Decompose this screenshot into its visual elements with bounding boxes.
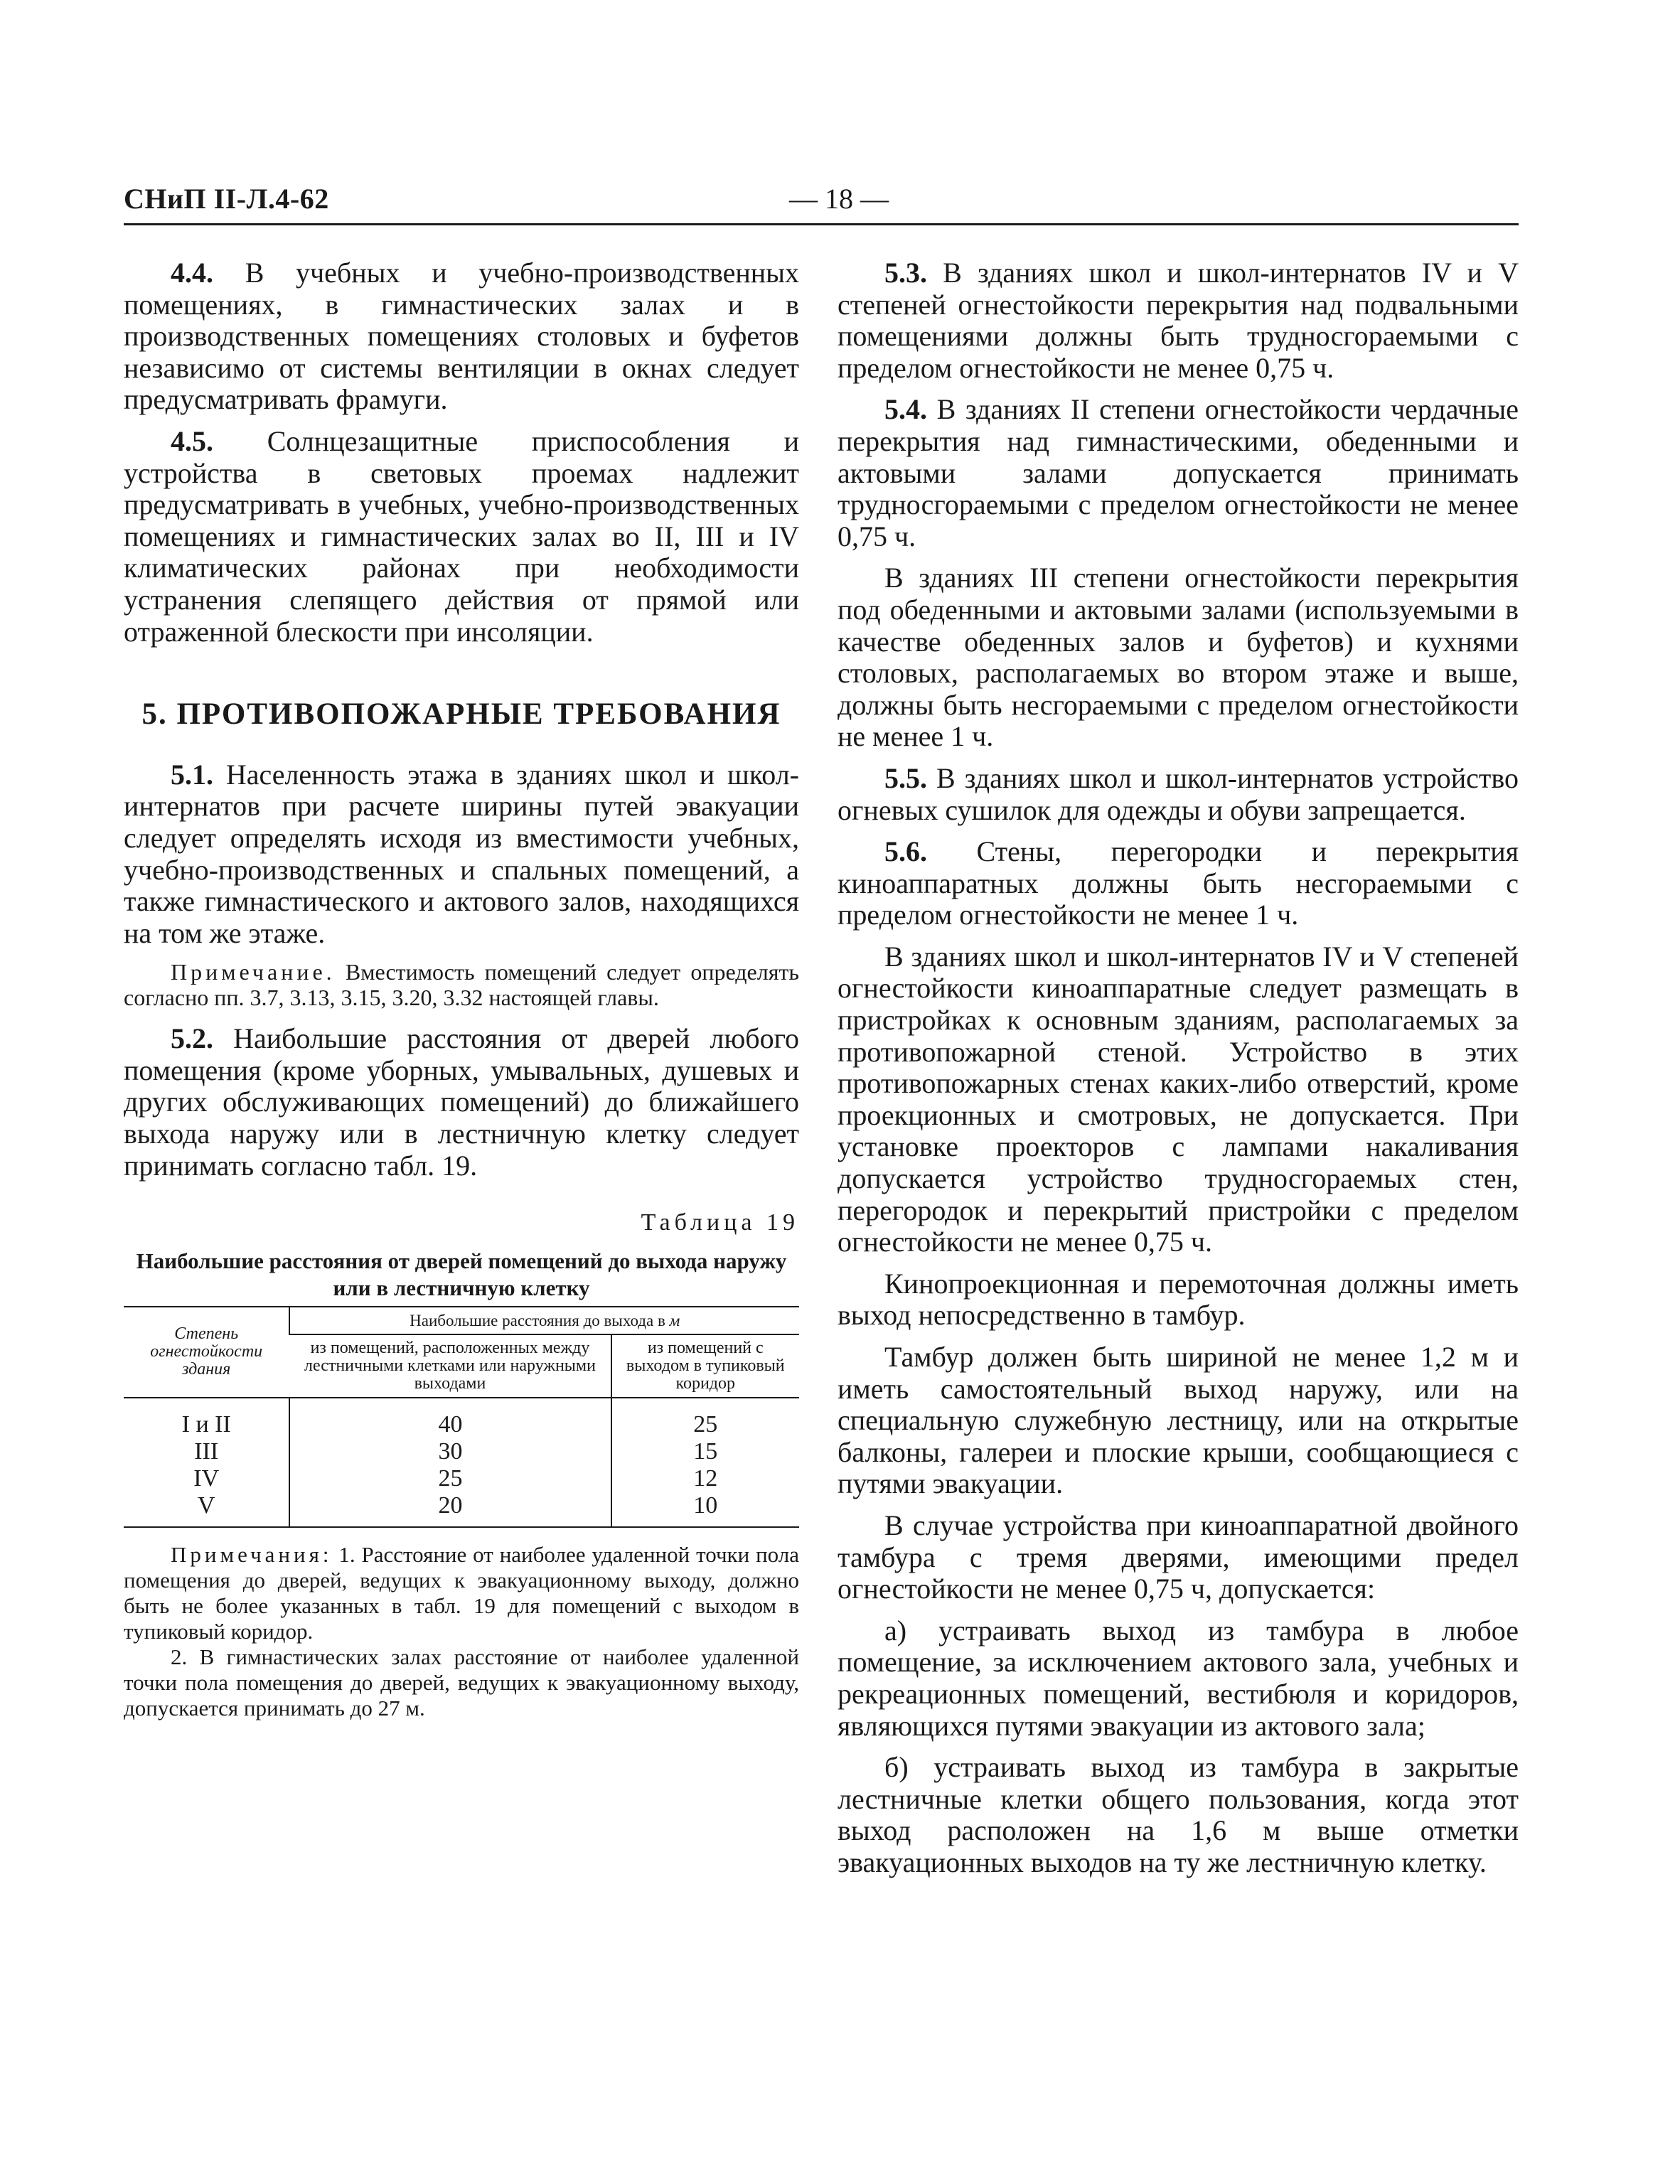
column-header-between: из помещений, расположенных между лестничными клетками или наружными выходами [289, 1334, 611, 1398]
paragraph-number: 4.4. [171, 257, 213, 289]
paragraph-number: 5.4. [884, 393, 927, 426]
paragraph-5-6 [838, 836, 1519, 931]
paragraph-number: 5.1. [171, 758, 213, 791]
paragraph-5-4-continued: В зданиях III степени огнестойкости перекрытия под обеденными и актовыми залами (используемыми в качестве обеденных залов и буфетов) и кухнями столовых, располагаемых во втором этаже и выше, должны быть несгораемыми с пределом огнестойкости не менее 1 ч. [838, 562, 1519, 753]
column-group-header: Наибольшие расстояния до выхода в м [289, 1307, 799, 1334]
paragraph-text: В зданиях школ и школ-интернатов IV и V степеней огнестойкости перекрытия над подвальными помещениями должны быть трудносгораемыми с пределом огнестойкости не менее 0,75 ч. [838, 257, 1519, 384]
table-title: Наибольшие расстояния от дверей помещений до выхода наружу или в лестничную клетку [136, 1248, 787, 1300]
paragraph-text: В зданиях II степени огнестойкости чердачные перекрытия над гимнастическими, обеденными и актовыми залами допускается принимать трудносгораемыми с пределом огнестойкости не менее 0,75 ч. [838, 393, 1519, 552]
column-header-degree: Степень огнестойкости здания [124, 1307, 289, 1398]
left-column [124, 257, 799, 1721]
paragraph-number: 5.2. [171, 1022, 213, 1055]
paragraph-number: 5.3. [884, 257, 927, 289]
paragraph-text: Населенность этажа в зданиях школ и школ-интернатов при расчете ширины путей эвакуации следует определять исходя из вместимости учебных, учебно-производственных и спальных помещений, а также гимнастического и актового залов, находящихся на том же этаже. [124, 758, 799, 949]
note-text: Вместимость помещений следует определять согласно пп. 3.7, 3.13, 3.15, 3.20, 3.32 настоящей главы. [124, 959, 800, 1011]
paragraph-text: Солнцезащитные приспособления и устройства в световых проемах надлежит предусматривать в учебных, учебно-производственных помещениях и гимнастических залах во II, III и IV климатических районах при необходимости устранения слепящего действия от прямой или отраженной блескости при инсоляции. [124, 424, 800, 648]
paragraph-text: Наибольшие расстояния от дверей любого помещения (кроме уборных, умывальных, душевых и других обслуживающих помещений) до ближайшего выхода наружу или в лестничную клетку следует принимать согласно табл. 19. [124, 1022, 800, 1182]
list-item-a: а) устраивать выход из тамбура в любое помещение, за исключением актового зала, учебных и рекреационных помещений, вестибюля и коридоров, являющихся путями эвакуации из актового зала; [838, 1614, 1519, 1742]
paragraph-5-6-b: В зданиях школ и школ-интернатов IV и V степеней огнестойкости киноаппаратные следует размещать в пристройках к основным зданиям, располагаемых за противопожарной стеной. Устройство в этих противопожарных стенах каких-либо отверстий, кроме проекционных и смотровых, не допускается. При установке проекторов с лампами накаливания допускается устройство трудносгораемых стен, перегородок и перекрытий пристройки с пределом огнестойкости не менее 0,75 ч. [838, 940, 1519, 1258]
notes-label: Примечания: [171, 1541, 333, 1567]
cell-deadend: 25 15 12 10 [611, 1398, 799, 1527]
paragraph-5-3 [838, 257, 1519, 384]
table-note-2: 2. В гимнастических залах расстояние от наиболее удаленной точки пола помещения до дверей, ведущих к эвакуационному выходу, допускается принимать до 27 м. [124, 1644, 799, 1720]
page-number: — 18 — [789, 183, 889, 215]
note-5-1 [124, 959, 799, 1010]
right-column [838, 257, 1519, 1889]
paragraph-4-4 [124, 257, 799, 416]
paragraph-number: 5.5. [884, 761, 927, 794]
cell-degree: I и II III IV V [181, 1410, 231, 1519]
paragraph-text: В учебных и учебно-производственных помещениях, в гимнастических залах и в производственных помещениях столовых и буфетов независимо от системы вентиляции в окнах следует предусматривать фрамуги. [124, 257, 800, 416]
paragraph-5-6-e: В случае устройства при киноаппаратной двойного тамбура с тремя дверями, имеющими предел огнестойкости не менее 0,75 ч, допускается: [838, 1509, 1519, 1605]
header-divider [124, 223, 1519, 225]
note-label: Примечание. [171, 959, 336, 985]
list-item-b: б) устраивать выход из тамбура в закрытые лестничные клетки общего пользования, когда этот выход расположен на 1,6 м выше отметки эвакуационных выходов на ту же лестничную клетку. [838, 1751, 1519, 1878]
paragraph-4-5 [124, 426, 799, 648]
paragraph-number: 4.5. [171, 424, 213, 457]
cell-between: 40 30 25 20 [289, 1398, 611, 1527]
section-heading: 5. ПРОТИВОПОЖАРНЫЕ ТРЕБОВАНИЯ [141, 697, 781, 732]
paragraph-5-1 [124, 759, 799, 950]
paragraph-5-5 [838, 763, 1519, 826]
table-note-1: Примечания: 1. Расстояние от наиболее удаленной точки пола помещения до дверей, ведущих к эвакуационному выходу, должно быть не более указанных в табл. 19 для помещений с выходом в тупиковый коридор. [124, 1541, 799, 1644]
paragraph-5-4 [838, 394, 1519, 552]
paragraph-5-2 [124, 1023, 799, 1182]
table-19 [124, 1306, 799, 1528]
document-code: СНиП II-Л.4-62 [124, 183, 329, 215]
paragraph-number: 5.6. [884, 835, 927, 868]
column-header-deadend: из помещений с выходом в тупиковый коридор [611, 1334, 799, 1398]
paragraph-5-6-d: Тамбур должен быть шириной не менее 1,2 м и иметь самостоятельный выход наружу, или на специальную служебную лестницу, или на открытые балконы, галереи и плоские крыши, сообщающиеся с путями эвакуации. [838, 1341, 1519, 1500]
paragraph-text: В зданиях школ и школ-интернатов устройство огневых сушилок для одежды и обуви запрещается. [838, 761, 1519, 826]
paragraph-text: Стены, перегородки и перекрытия киноаппаратных должны быть несгораемыми с пределом огнестойкости не менее 1 ч. [838, 835, 1519, 931]
table-notes [124, 1542, 799, 1721]
paragraph-5-6-c: Кинопроекционная и перемоточная должны иметь выход непосредственно в тамбур. [838, 1267, 1519, 1332]
table-label: Таблица 19 [641, 1209, 799, 1236]
table-data-row [124, 1398, 799, 1527]
